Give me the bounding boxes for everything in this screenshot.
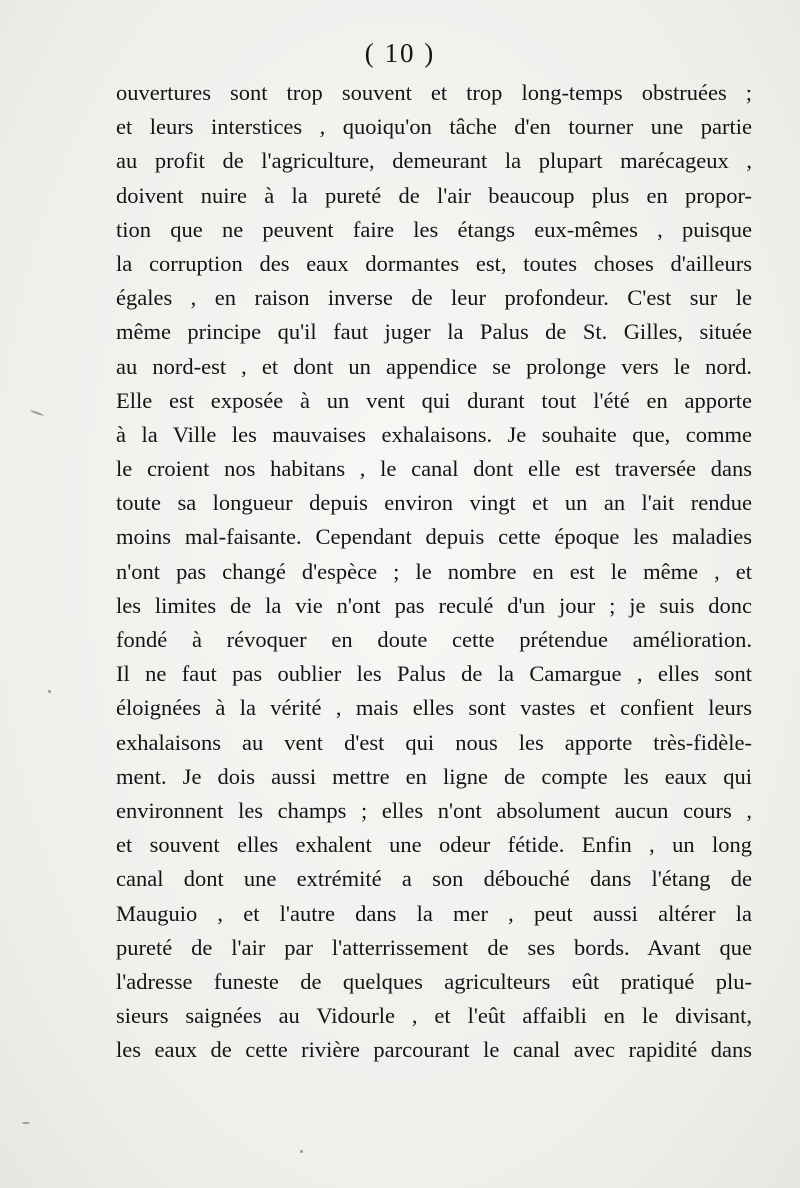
text-line: Il ne faut pas oublier les Palus de la Camargue , elles sont <box>116 661 752 687</box>
text-line: éloignées à la vérité , mais elles sont vastes et confient leurs <box>116 695 752 721</box>
text-line: fondé à révoquer en doute cette prétendue amélioration. <box>116 627 752 652</box>
text-line: moins mal-faisante. Cependant depuis cette époque les maladies <box>116 524 752 550</box>
text-line: environnent les champs ; elles n'ont absolument aucun cours , <box>116 797 752 823</box>
text-line: sieurs saignées au Vidourle , et l'eût affaibli en le divisant, <box>116 1003 752 1029</box>
paper-speck <box>48 690 51 693</box>
text-line: ouvertures sont trop souvent et trop long-temps obstruées ; <box>116 80 752 105</box>
text-line: la corruption des eaux dormantes est, toutes choses d'ailleurs <box>116 250 752 276</box>
text-line: même principe qu'il faut juger la Palus de St. Gilles, située <box>116 319 752 345</box>
text-line: les limites de la vie n'ont pas reculé d'un jour ; je suis donc <box>116 592 752 618</box>
text-line: l'adresse funeste de quelques agriculteurs eût pratiqué plu- <box>116 968 752 994</box>
text-line: canal dont une extrémité a son débouché dans l'étang de <box>116 866 752 892</box>
text-line: le croient nos habitans , le canal dont elle est traversée dans <box>116 456 752 482</box>
text-line: et leurs interstices , quoiqu'on tâche d'en tourner une partie <box>116 114 752 140</box>
text-line: exhalaisons au vent d'est qui nous les apporte très-fidèle- <box>116 729 752 755</box>
text-line: et souvent elles exhalent une odeur fétide. Enfin , un long <box>116 832 752 858</box>
text-line: au profit de l'agriculture, demeurant la plupart marécageux , <box>116 148 752 174</box>
text-line: Elle est exposée à un vent qui durant tout l'été en apporte <box>116 387 752 413</box>
text-line: tion que ne peuvent faire les étangs eux-mêmes , puisque <box>116 216 752 242</box>
text-line: les eaux de cette rivière parcourant le canal avec rapidité dans <box>116 1037 752 1063</box>
text-line: Mauguio , et l'autre dans la mer , peut aussi altérer la <box>116 900 752 926</box>
page-number: ( 10 ) <box>364 38 436 68</box>
text-line: à la Ville les mauvaises exhalaisons. Je souhaite que, comme <box>116 421 752 447</box>
body-text <box>116 76 752 1067</box>
paper-speck <box>30 410 44 417</box>
text-line: ment. Je dois aussi mettre en ligne de compte les eaux qui <box>116 763 752 789</box>
text-line: pureté de l'air par l'atterrissement de ses bords. Avant que <box>116 934 752 960</box>
text-line: n'ont pas changé d'espèce ; le nombre en est le même , et <box>116 558 752 584</box>
text-line: au nord-est , et dont un appendice se prolonge vers le nord. <box>116 353 752 379</box>
text-line: égales , en raison inverse de leur profondeur. C'est sur le <box>116 285 752 311</box>
text-line: doivent nuire à la pureté de l'air beaucoup plus en propor- <box>116 182 752 208</box>
text-line: toute sa longueur depuis environ vingt et un an l'ait rendue <box>116 490 752 516</box>
paper-speck <box>22 1122 30 1124</box>
paper-speck <box>300 1150 303 1153</box>
